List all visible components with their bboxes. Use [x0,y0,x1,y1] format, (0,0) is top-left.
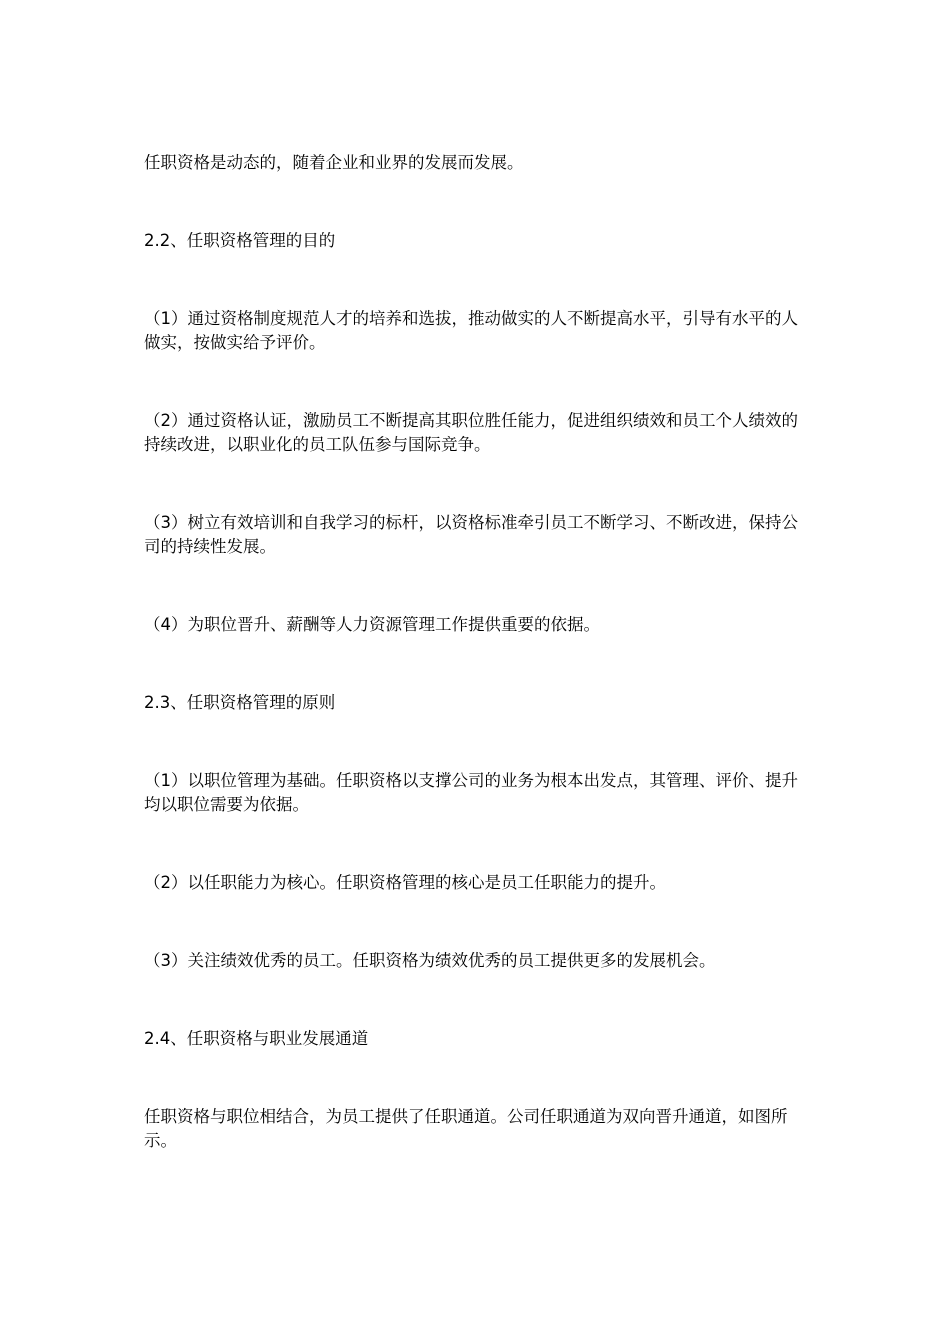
paragraph-purpose-4: （4）为职位晋升、薪酬等人力资源管理工作提供重要的依据。 [144,615,600,634]
paragraph-principle-3: （3）关注绩效优秀的员工。任职资格为绩效优秀的员工提供更多的发展机会。 [144,951,716,970]
paragraph-principle-2: （2）以任职能力为核心。任职资格管理的核心是员工任职能力的提升。 [144,873,666,892]
paragraph-purpose-3: （3）树立有效培训和自我学习的标杆，以资格标准牵引员工不断学习、不断改进，保持公司的持续性发展。 [144,513,798,556]
section-heading-2-2: 2.2、任职资格管理的目的 [144,231,336,250]
document-body [144,151,809,1207]
section-heading-2-3: 2.3、任职资格管理的原则 [144,693,336,712]
paragraph-dynamic-qualification: 任职资格是动态的，随着企业和业界的发展而发展。 [144,153,524,172]
paragraph-purpose-1: （1）通过资格制度规范人才的培养和选拔，推动做实的人不断提高水平，引导有水平的人做实，按做实给予评价。 [144,309,798,352]
paragraph-purpose-2: （2）通过资格认证，激励员工不断提高其职位胜任能力，促进组织绩效和员工个人绩效的持续改进，以职业化的员工队伍参与国际竞争。 [144,411,798,454]
paragraph-principle-1: （1）以职位管理为基础。任职资格以支撑公司的业务为根本出发点，其管理、评价、提升均以职位需要为依据。 [144,771,798,814]
section-heading-2-4: 2.4、任职资格与职业发展通道 [144,1029,369,1048]
paragraph-career-channel: 任职资格与职位相结合，为员工提供了任职通道。公司任职通道为双向晋升通道，如图所示。 [144,1107,788,1150]
